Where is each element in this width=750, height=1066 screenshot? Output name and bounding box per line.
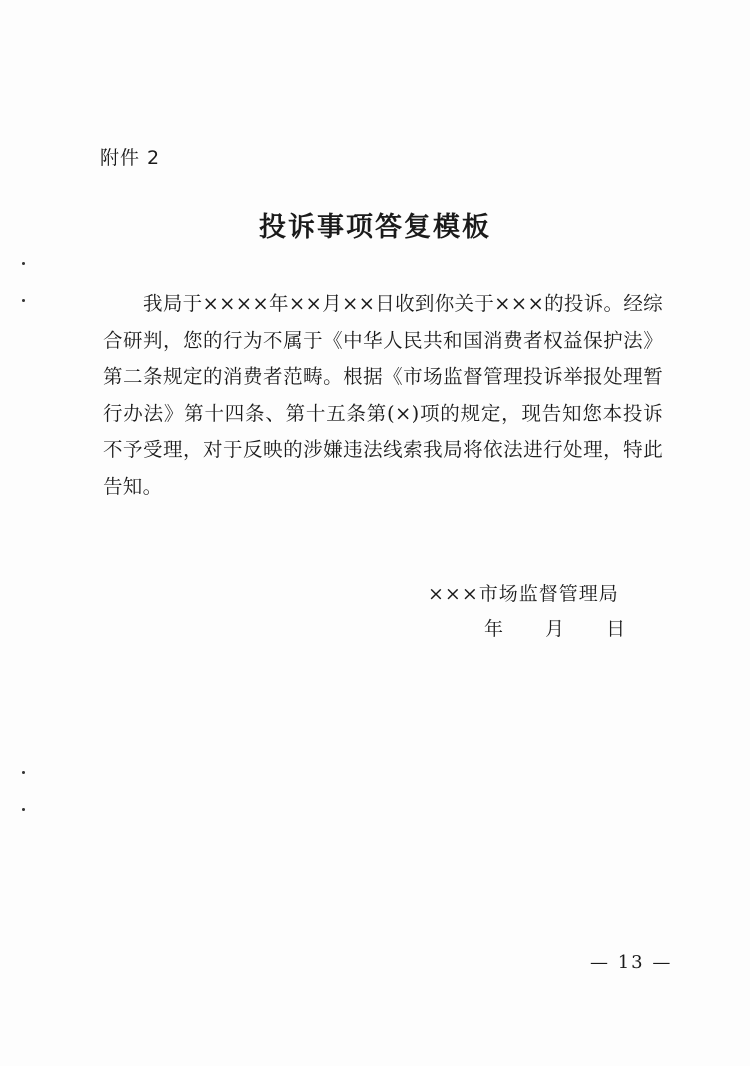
page-number: — 13 — [590,952,673,973]
date-day-label: 日 [606,618,626,640]
date-month-label: 月 [545,618,565,640]
issuer-name: ×××市场监督管理局 [428,583,619,605]
date-year-label: 年 [484,618,504,640]
binding-hole-mark [22,808,25,811]
binding-hole-mark [22,262,25,265]
binding-hole-mark [22,299,25,302]
signature-date [484,614,647,641]
attachment-label: 附件 2 [100,147,161,169]
binding-hole-mark [22,771,25,774]
body-paragraph: 我局于××××年××月××日收到你关于×××的投诉。经综合研判，您的行为不属于《中华人民共和国消费者权益保护法》第二条规定的消费者范畴。根据《市场监督管理投诉举报处理暂行办法》第十四条、第十五条第(×)项的规定，现告知您本投诉不予受理，对于反映的涉嫌违法线索我局将依法进行处理，特此告知。 [103,292,663,498]
document-title: 投诉事项答复模板 [259,212,491,243]
